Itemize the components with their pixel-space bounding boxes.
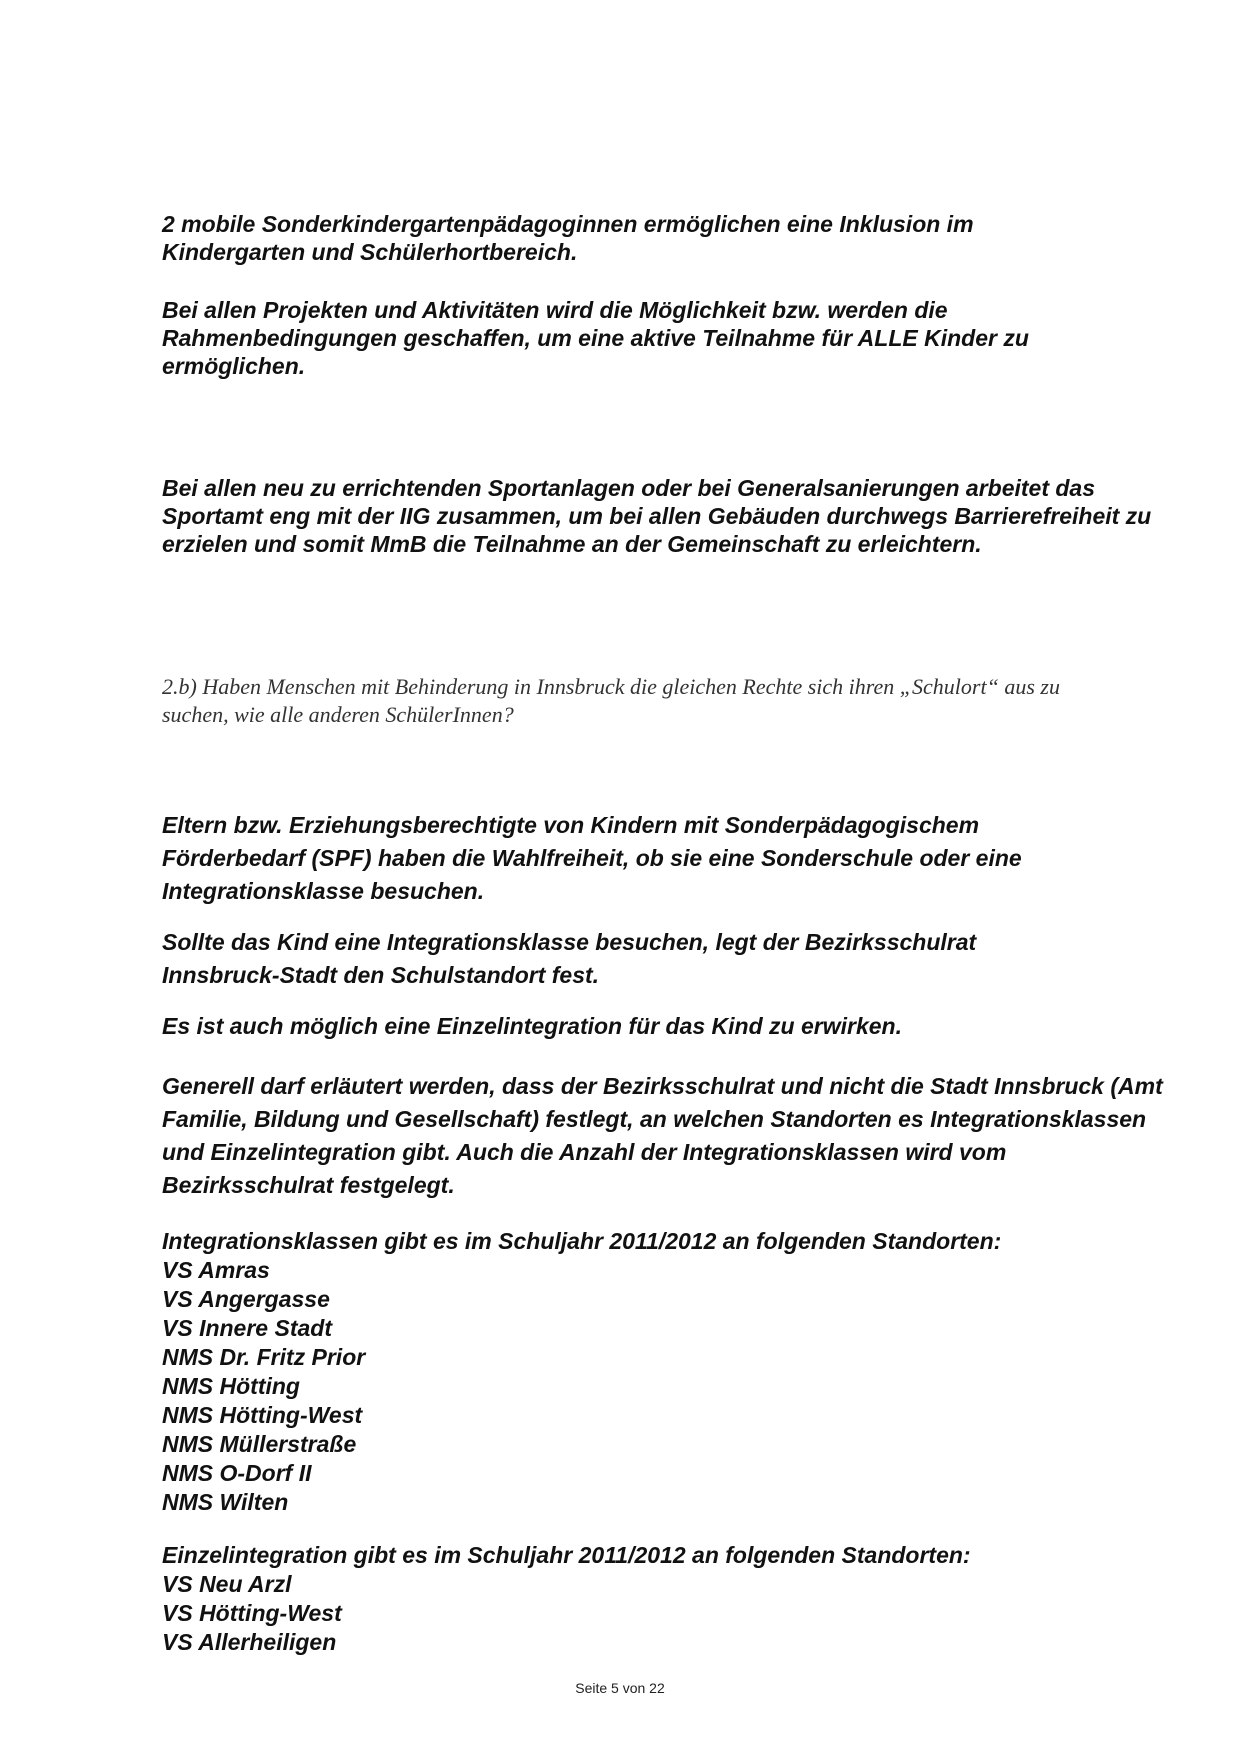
list-item: NMS Müllerstraße	[162, 1431, 357, 1457]
list-item: VS Amras	[162, 1257, 270, 1283]
paragraph-single-integration: Es ist auch möglich eine Einzelintegration für das Kind zu erwirken.	[162, 1013, 902, 1039]
single-integration-heading: Einzelintegration gibt es im Schuljahr 2011/2012 an folgenden Standorten:	[162, 1542, 971, 1568]
list-item: VS Hötting-West	[162, 1600, 342, 1626]
question-2b: 2.b) Haben Menschen mit Behinderung in Innsbruck die gleichen Rechte sich ihren „Schulort“ aus zu suchen, wie alle anderen SchülerInnen?	[162, 674, 1060, 727]
paragraph-school-board: Generell darf erläutert werden, dass der Bezirksschulrat und nicht die Stadt Innsbruck (Amt Familie, Bildung und Gesellschaft) festlegt, an welchen Standorten es Integrationsklassen und Einzelintegration gibt. Auch die Anzahl der Integrationsklassen wird vom Bezirksschulrat festgelegt.	[162, 1073, 1163, 1198]
list-item: VS Angergasse	[162, 1286, 330, 1312]
list-item: VS Innere Stadt	[162, 1315, 332, 1341]
integration-classes-heading: Integrationsklassen gibt es im Schuljahr 2011/2012 an folgenden Standorten:	[162, 1228, 1002, 1254]
integration-classes-list	[162, 1256, 365, 1517]
page-number: Seite 5 von 22	[575, 1680, 665, 1696]
paragraph-school-location: Sollte das Kind eine Integrationsklasse besuchen, legt der Bezirksschulrat Innsbruck-Stadt den Schulstandort fest.	[162, 929, 977, 988]
list-item: VS Neu Arzl	[162, 1571, 292, 1597]
paragraph-mobile-pedagogues: 2 mobile Sonderkindergartenpädagoginnen ermöglichen eine Inklusion im Kindergarten und Schülerhortbereich.	[162, 211, 974, 265]
single-integration-list	[162, 1570, 342, 1657]
paragraph-sports-facilities: Bei allen neu zu errichtenden Sportanlagen oder bei Generalsanierungen arbeitet das Sportamt eng mit der IIG zusammen, um bei allen Gebäuden durchwegs Barrierefreiheit zu erzielen und somit MmB die Teilnahme an der Gemeinschaft zu erleichtern.	[162, 475, 1152, 557]
paragraph-projects: Bei allen Projekten und Aktivitäten wird die Möglichkeit bzw. werden die Rahmenbedingungen geschaffen, um eine aktive Teilnahme für ALLE Kinder zu ermöglichen.	[162, 297, 1029, 379]
list-item: VS Allerheiligen	[162, 1629, 337, 1655]
list-item: NMS O-Dorf II	[162, 1460, 312, 1486]
list-item: NMS Hötting-West	[162, 1402, 363, 1428]
list-item: NMS Hötting	[162, 1373, 300, 1399]
list-item: NMS Dr. Fritz Prior	[162, 1344, 366, 1370]
list-item: NMS Wilten	[162, 1489, 289, 1515]
paragraph-parents-choice: Eltern bzw. Erziehungsberechtigte von Kindern mit Sonderpädagogischem Förderbedarf (SPF) haben die Wahlfreiheit, ob sie eine Sonderschule oder eine Integrationsklasse besuchen.	[162, 812, 1022, 904]
